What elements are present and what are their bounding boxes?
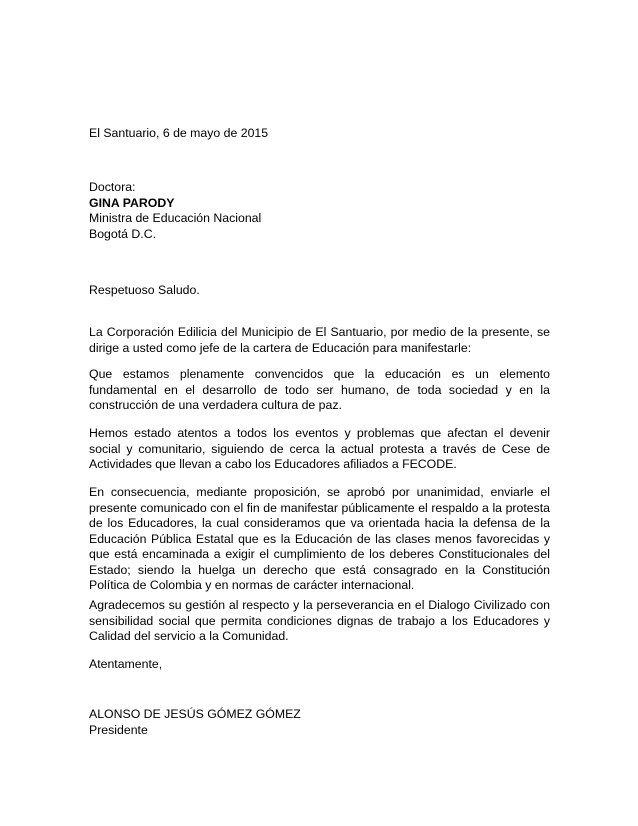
closing-text: Atentamente,	[89, 657, 163, 671]
body-paragraph-2: Que estamos plenamente convencidos que la educación es un elemento fundamental en el desarrollo de todo ser humano, de toda sociedad y en la construcción de una verdadera cultura de paz.	[89, 367, 550, 412]
signer-name: ALONSO DE JESÚS GÓMEZ GÓMEZ	[89, 707, 301, 721]
body-paragraph-1: La Corporación Edilicia del Municipio de El Santuario, por medio de la presente, se dirige a usted como jefe de la cartera de Educación para manifestarle:	[89, 325, 550, 355]
letter-greeting	[89, 283, 550, 299]
recipient-name: GINA PARODY	[89, 195, 175, 210]
body-paragraph-4: En consecuencia, mediante proposición, se aprobó por unanimidad, enviarle el presente comunicado con el fin de manifestar públicamente el respaldo a la protesta de los Educadores, la cual consideramos que va orientada hacia la defensa de la Educación Pública Estatal que es la Educación de las clases menos favorecidas y que está encaminada a exigir el cumplimiento de los deberes Constitucionales del Estado; siendo la huelga un derecho que está consagrado en la Constitución Política de Colombia y en normas de carácter internacional.	[89, 485, 550, 592]
recipient-position: Ministra de Educación Nacional	[89, 211, 262, 225]
signature-block	[89, 707, 550, 738]
body-paragraph-5: Agradecemos su gestión al respecto y la perseverancia en el Dialogo Civilizado con sensibilidad social que permita condiciones dignas de trabajo a los Educadores y Calidad del servicio a la Comunidad.	[89, 598, 550, 643]
signer-title: Presidente	[89, 722, 148, 737]
letter-closing	[89, 657, 550, 673]
body-paragraph-3: Hemos estado atentos a todos los eventos y problemas que afectan el devenir social y comunitario, siguiendo de cerca la actual protesta a través de Cese de Actividades que llevan a cabo los Educadores afiliados a FECODE.	[89, 426, 550, 471]
date-text: El Santuario, 6 de mayo de 2015	[89, 126, 269, 140]
letter-date	[89, 126, 550, 142]
recipient-block	[89, 180, 550, 242]
greeting-text: Respetuoso Saludo.	[89, 283, 200, 297]
recipient-salutation-title: Doctora:	[89, 180, 136, 194]
recipient-city: Bogotá D.C.	[89, 226, 156, 241]
